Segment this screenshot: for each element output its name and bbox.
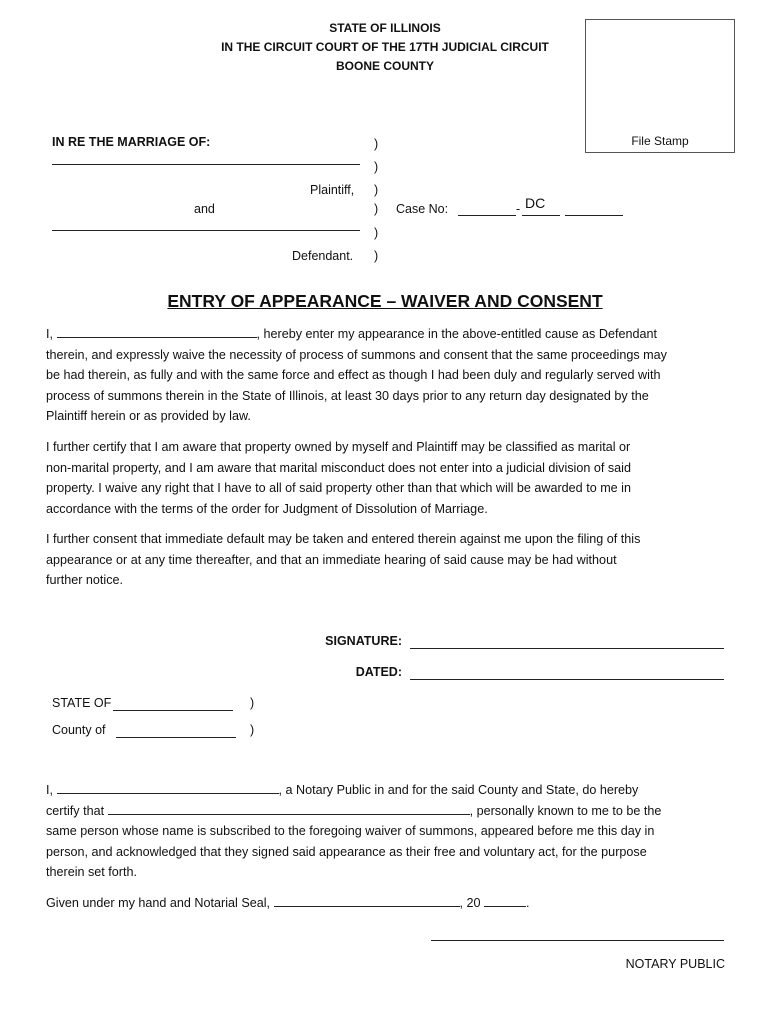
case-dash: - [516, 202, 521, 216]
venue-paren: ) [250, 723, 255, 737]
notary-public-label: NOTARY PUBLIC [625, 957, 725, 971]
notary-signature-field[interactable] [431, 940, 724, 941]
paragraph-property: I further certify that I am aware that property owned by myself and Plaintiff may be classified as marital or non-marital property, and I am aware that marital misconduct does not enter into a judicial division of said property. I waive any right that I have to all of said property other than that which will be awarded to me in accordance with the terms of the order for Judgment of Dissolution of Marriage. [46, 440, 631, 516]
court-circuit: IN THE CIRCUIT COURT OF THE 17TH JUDICIAL CIRCUIT [221, 40, 549, 54]
given-date-field[interactable] [274, 893, 460, 907]
court-state: STATE OF ILLINOIS [329, 21, 441, 35]
file-stamp-label: File Stamp [631, 134, 689, 148]
county-of-label: County of [52, 723, 106, 737]
case-year-field[interactable] [458, 215, 516, 216]
para-start: I, [46, 327, 53, 341]
plaintiff-label: Plaintiff, [310, 183, 355, 197]
state-field[interactable] [113, 710, 233, 711]
file-stamp-box [585, 19, 735, 153]
caption-paren: ) [374, 202, 379, 216]
case-type-code: DC [525, 195, 546, 211]
given-year-field[interactable] [484, 893, 526, 907]
caption-paren: ) [374, 183, 379, 197]
defendant-label: Defendant. [292, 249, 354, 263]
plaintiff-name-line[interactable] [52, 164, 360, 165]
case-type-field[interactable] [522, 215, 560, 216]
dated-field[interactable] [410, 679, 724, 680]
case-no-label: Case No: [396, 202, 449, 216]
caption-paren: ) [374, 160, 379, 174]
state-of-label: STATE OF [52, 696, 112, 710]
venue-paren: ) [250, 696, 255, 710]
given-line: Given under my hand and Notarial Seal, , 20 . [46, 893, 736, 914]
document-title: ENTRY OF APPEARANCE – WAIVER AND CONSENT [167, 291, 603, 311]
caption-paren: ) [374, 137, 379, 151]
signature-label: SIGNATURE: [325, 634, 402, 648]
signer-name-field[interactable] [108, 801, 470, 815]
in-re-marriage-label: IN RE THE MARRIAGE OF: [52, 135, 211, 149]
caption-paren: ) [374, 249, 379, 263]
and-label: and [194, 202, 215, 216]
dated-label: DATED: [355, 665, 402, 679]
defendant-name-line[interactable] [52, 230, 360, 231]
court-county: BOONE COUNTY [335, 59, 434, 73]
paragraph-appearance: I, , hereby enter my appearance in the above-entitled cause as Defendant therein, and expressly waive the necessity of process of summons and consent that the same proceedings may be had therein, as fully and with the same force and effect as though I had been duly and regularly served with process of summons therein in the State of Illinois, at least 30 days prior to any return day designated by the Plaintiff herein or as provided by law. [46, 324, 736, 427]
paragraph-consent: I further consent that immediate default may be taken and entered therein against me upon the filing of this appearance or at any time thereafter, and that an immediate hearing of said cause may be had without further notice. [46, 532, 641, 588]
defendant-name-field[interactable] [57, 324, 257, 338]
signature-field[interactable] [410, 648, 724, 649]
case-number-field[interactable] [565, 215, 623, 216]
paragraph-notary: I, , a Notary Public in and for the said County and State, do hereby certify that , personally known to me to be the same person whose name is subscribed to the foregoing waiver of summons, appeared before me this day in person, and acknowledged that they signed said appearance as their free and voluntary act, for the purpose therein set forth. [46, 780, 736, 883]
county-field[interactable] [116, 737, 236, 738]
caption-paren: ) [374, 226, 379, 240]
notary-name-field[interactable] [57, 780, 279, 794]
